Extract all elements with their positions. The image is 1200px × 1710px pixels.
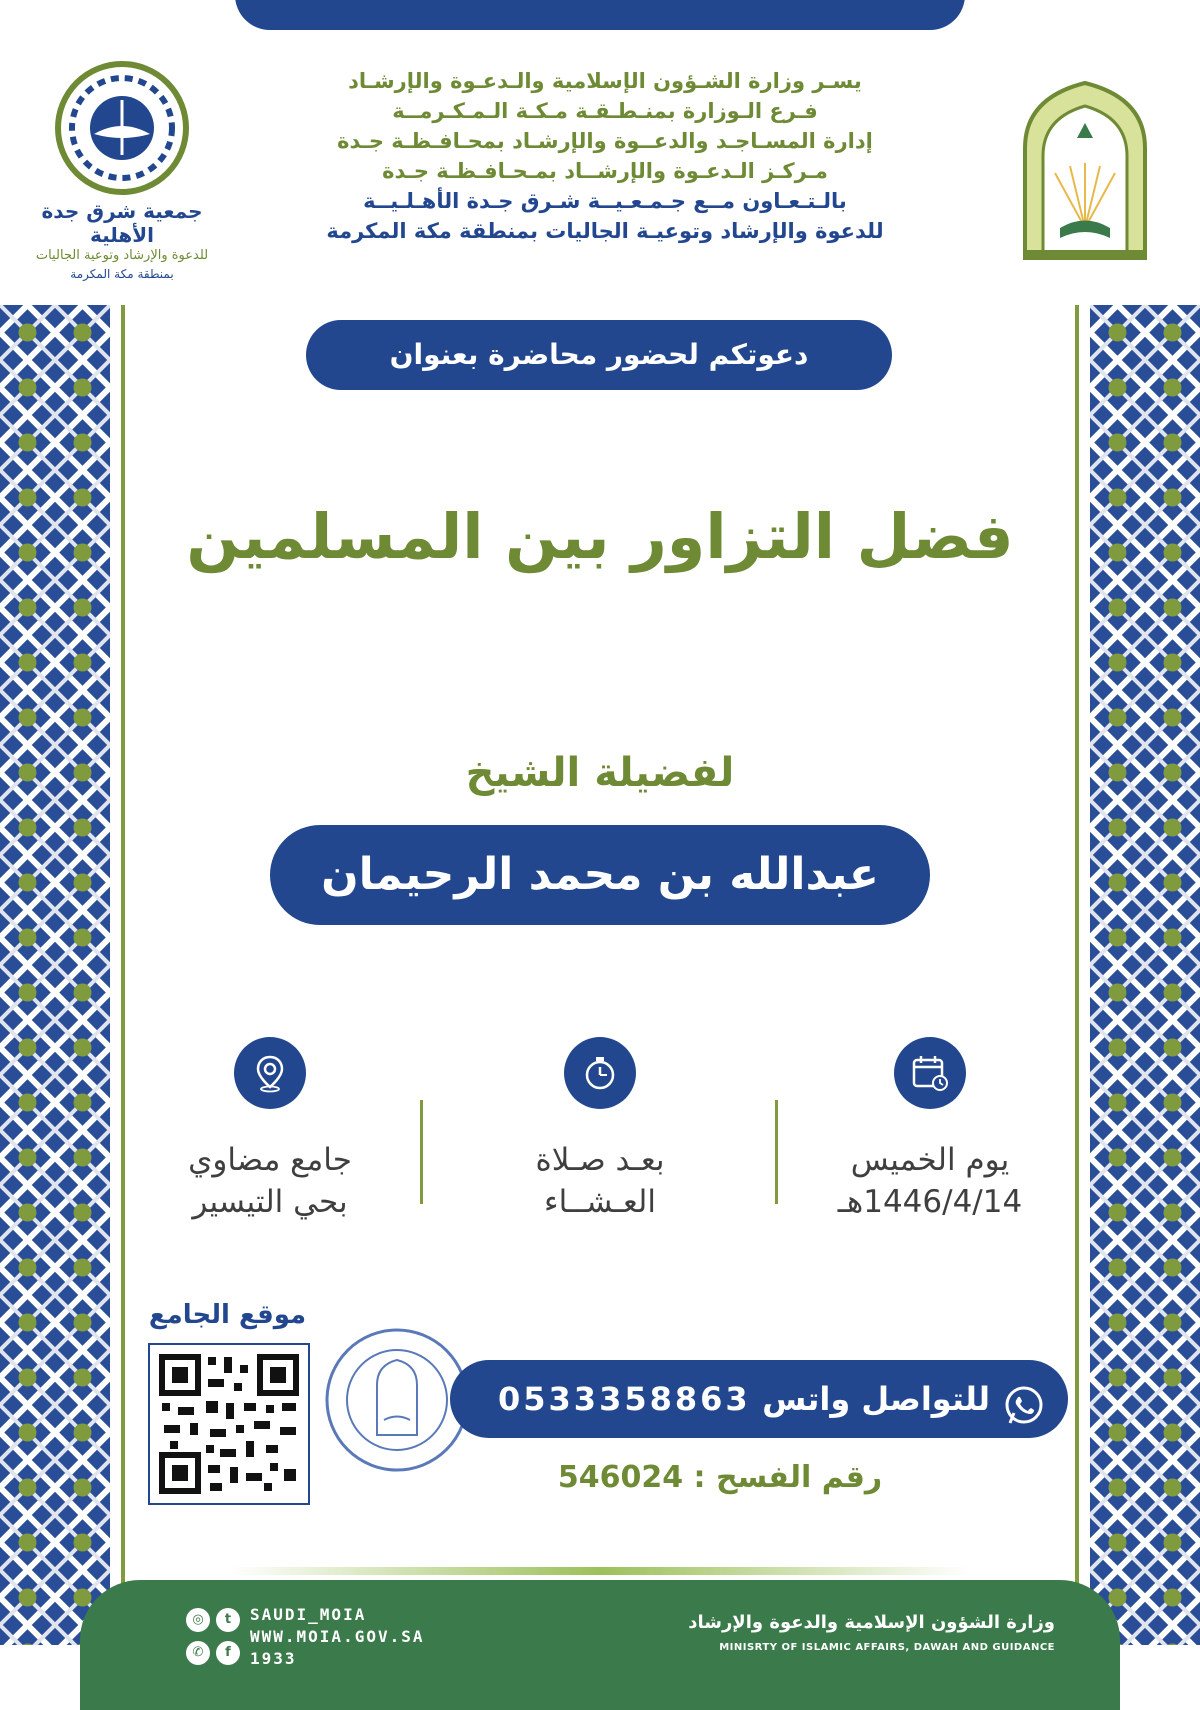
- place-line2: بحي التيسير: [192, 1184, 348, 1220]
- left-pattern-border: [0, 305, 110, 1645]
- location-info: [140, 1037, 400, 1223]
- right-pattern-border: [1090, 305, 1200, 1645]
- left-accent-line: [121, 305, 125, 1605]
- twitter-icon[interactable]: t: [216, 1608, 240, 1632]
- info-divider: [775, 1100, 778, 1204]
- association-subtitle: للدعوة والإرشاد وتوعية الجاليات: [35, 248, 209, 263]
- qr-code-icon[interactable]: [148, 1343, 310, 1505]
- stopwatch-icon: [564, 1037, 636, 1109]
- header-line: بالـتـعـاون مــع جـمـعـيــة شـرق جـدة الأهـلـيــة: [363, 189, 847, 213]
- footer-links: [250, 1604, 425, 1670]
- instagram-icon[interactable]: ◎: [186, 1608, 210, 1632]
- header-line: للدعوة والإرشاد وتوعيـة الجاليات بمنطقة مكة المكرمة: [326, 219, 884, 243]
- footer-website[interactable]: WWW.MOIA.GOV.SA: [250, 1627, 425, 1646]
- right-accent-line: [1075, 305, 1079, 1605]
- place-line1: جامع مضاوي: [188, 1142, 352, 1178]
- association-logo: [22, 60, 222, 290]
- date-day: يوم الخميس: [850, 1142, 1010, 1178]
- speaker-prefix: لفضيلة الشيخ: [465, 750, 735, 796]
- top-banner-shape: [235, 0, 965, 30]
- footer-ministry-english: MINISRTY OF ISLAMIC AFFAIRS, DAWAH AND GUIDANCE: [719, 1642, 1055, 1653]
- footer-number[interactable]: 1933: [250, 1649, 297, 1668]
- contact-label: للتواصل واتس: [762, 1380, 990, 1418]
- header-line: إدارة المسـاجـد والدعــوة والإرشـاد بمحـافـظـة جـدة: [337, 129, 873, 153]
- whatsapp-contact[interactable]: [450, 1360, 1068, 1438]
- header-line: فـرع الـوزارة بمنـطـقـة مـكـة الـمـكـرمــة: [392, 99, 818, 123]
- header-line: مـركـز الـدعـوة والإرشــاد بمـحـافـظـة جـدة: [382, 159, 828, 183]
- info-divider: [420, 1100, 423, 1204]
- qr-label: موقع الجامع: [148, 1300, 307, 1330]
- header-text: [265, 66, 945, 246]
- social-icons: [184, 1608, 240, 1668]
- ministry-logo: [1015, 78, 1155, 263]
- association-region: بمنطقة مكة المكرمة: [70, 267, 174, 281]
- date-info: [800, 1037, 1060, 1223]
- date-value: 1446/4/14هـ: [837, 1184, 1023, 1220]
- contact-phone[interactable]: 0533358863: [498, 1380, 751, 1418]
- invite-banner: دعوتكم لحضور محاضرة بعنوان: [306, 320, 892, 390]
- permit-number: رقم الفسح : 546024: [557, 1460, 883, 1495]
- facebook-icon[interactable]: f: [216, 1641, 240, 1665]
- time-line1: بعـد صـلاة: [535, 1142, 665, 1178]
- footer-accent-bar: [230, 1567, 970, 1575]
- association-name: جمعية شرق جدة الأهلية: [41, 199, 203, 247]
- time-info: [470, 1037, 730, 1223]
- speaker-name: عبدالله بن محمد الرحيمان: [270, 825, 930, 925]
- time-line2: العـشــاء: [544, 1184, 656, 1220]
- location-pin-icon: [234, 1037, 306, 1109]
- lecture-title: فضل التزاور بين المسلمين: [186, 500, 1014, 573]
- phone-icon[interactable]: ✆: [186, 1641, 210, 1665]
- footer-ministry-arabic: وزارة الشؤون الإسلامية والدعوة والإرشاد: [688, 1612, 1055, 1633]
- header-line: يسـر وزارة الشـؤون الإسلامية والـدعـوة والإرشـاد: [348, 69, 862, 93]
- footer-handle[interactable]: SAUDI_MOIA: [250, 1605, 367, 1624]
- whatsapp-icon: [1002, 1377, 1046, 1421]
- calendar-icon: [894, 1037, 966, 1109]
